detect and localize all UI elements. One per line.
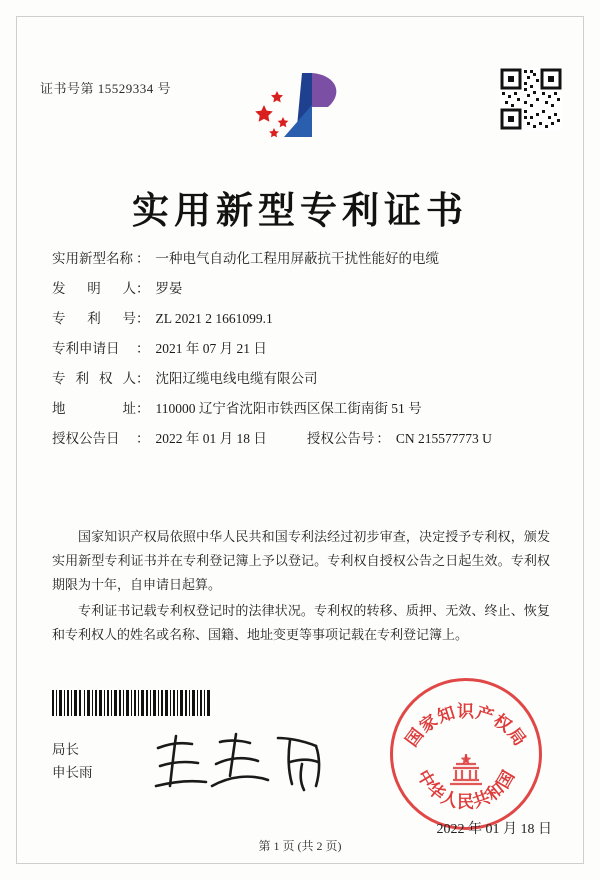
signature-name: 申长雨 — [52, 765, 93, 780]
field-row-inventor: 发 明 人： 罗晏 — [52, 278, 552, 300]
certificate-number: 证书号第 15529334 号 — [40, 81, 172, 96]
field-value-inventor: 罗晏 — [155, 281, 183, 296]
signature-title-label: 局长 — [52, 742, 79, 757]
field-label-patentee: 专 利 权 人 — [52, 371, 136, 386]
svg-text:中华人民共和国: 中华人民共和国 — [413, 766, 519, 812]
field-label-filing-date: 专利申请日 — [52, 341, 120, 356]
national-emblem-icon — [442, 750, 490, 794]
field-value-grant-date: 2022 年 01 月 18 日 — [155, 431, 267, 446]
official-red-seal-icon — [390, 678, 542, 830]
field-value-name: 一种电气自动化工程用屏蔽抗干扰性能好的电缆 — [155, 251, 439, 266]
page-footer: 第 1 页 (共 2 页) — [258, 839, 342, 853]
field-row-patentee: 专 利 权 人： 沈阳辽缆电线电缆有限公司 — [52, 368, 552, 390]
field-value-patentee: 沈阳辽缆电线电缆有限公司 — [155, 371, 318, 386]
field-row-filing-date: 专利申请日 ： 2021 年 07 月 21 日 — [52, 338, 552, 360]
field-value-address: 110000 辽宁省沈阳市铁西区保工街南街 51 号 — [155, 401, 422, 416]
field-value-patent-no: ZL 2021 2 1661099.1 — [155, 311, 273, 326]
field-label-grant-date: 授权公告日 — [52, 431, 120, 446]
page-title: 实用新型专利证书 — [132, 188, 468, 232]
issue-date: 2022 年 01 月 18 日 — [436, 822, 552, 837]
field-label-inventor: 发 明 人 — [52, 281, 136, 296]
paragraph-1: 国家知识产权局依照中华人民共和国专利法经过初步审查，决定授予专利权，颁发实用新型专利证书并在专利登记簿上予以登记。专利权自授权公告之日起生效。专利权期限为十年，自申请日起算。 — [52, 529, 550, 592]
field-value-grant-no: CN 215577773 U — [395, 431, 492, 446]
field-row-address: 地 址： 110000 辽宁省沈阳市铁西区保工街南街 51 号 — [52, 398, 552, 420]
field-row-name: 实用新型名称 ： 一种电气自动化工程用屏蔽抗干扰性能好的电缆 — [52, 248, 552, 270]
signature-block — [52, 738, 93, 784]
qr-code-icon — [500, 68, 562, 130]
paragraph-2: 专利证书记载专利权登记时的法律状况。专利权的转移、质押、无效、终止、恢复和专利权人的姓名或名称、国籍、地址变更等事项记载在专利登记簿上。 — [52, 603, 550, 642]
field-label-patent-no: 专 利 号 — [52, 311, 136, 326]
patent-office-logo-icon — [250, 65, 360, 145]
field-label-name: 实用新型名称 — [52, 251, 133, 266]
field-list — [52, 248, 552, 458]
field-row-grant: 授权公告日 ： 2022 年 01 月 18 日 授权公告号 ： CN 215577773 U — [52, 428, 552, 450]
field-value-filing-date: 2021 年 07 月 21 日 — [155, 341, 267, 356]
field-row-patent-no: 专 利 号： ZL 2021 2 1661099.1 — [52, 308, 552, 330]
field-label-address: 地 址 — [52, 401, 136, 416]
body-text — [52, 525, 550, 649]
field-grant-no-colon: ： — [376, 431, 390, 446]
svg-text:国家知识产权局: 国家知识产权局 — [402, 702, 530, 751]
field-label-grant-no: 授权公告号 — [306, 431, 375, 446]
handwritten-signature-icon — [150, 728, 340, 798]
barcode-icon — [52, 690, 212, 716]
